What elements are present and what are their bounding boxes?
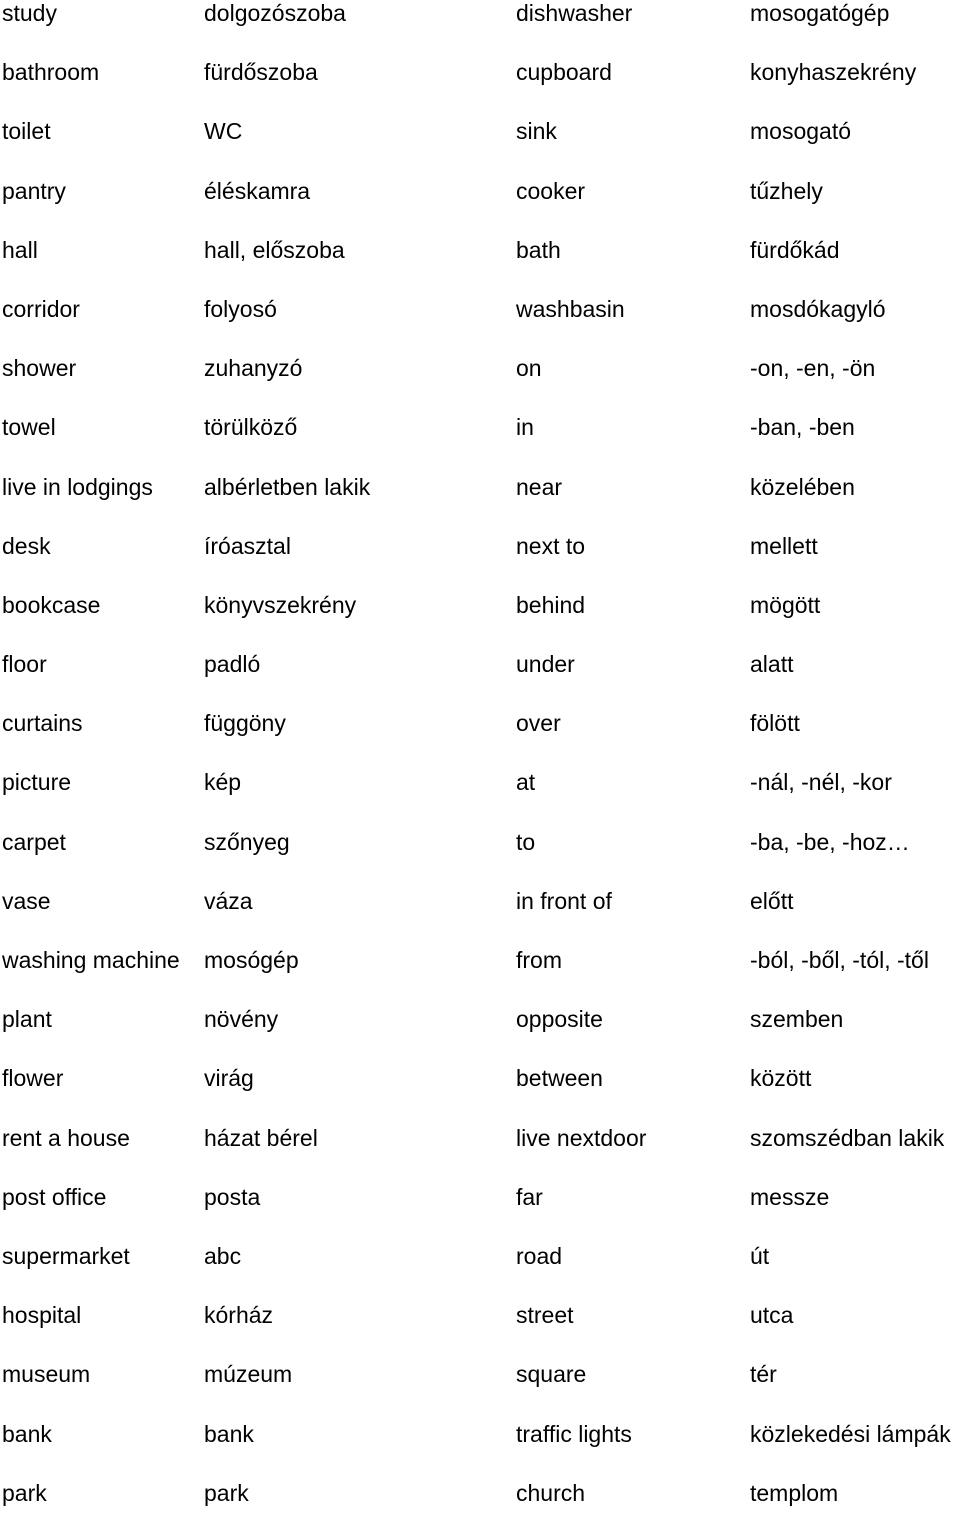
hungarian-word: mellett xyxy=(750,532,818,559)
hungarian-word: albérletben lakik xyxy=(204,473,371,500)
english-word: carpet xyxy=(2,828,66,855)
english-word: picture xyxy=(2,769,72,796)
hungarian-word: -ban, -ben xyxy=(750,414,855,441)
english-word: bath xyxy=(516,236,561,263)
table-row xyxy=(0,237,960,296)
english-word: floor xyxy=(2,651,47,678)
english-word: road xyxy=(516,1242,563,1269)
english-word: washbasin xyxy=(516,295,625,322)
hungarian-word: padló xyxy=(204,651,261,678)
english-word: corridor xyxy=(2,295,80,322)
hungarian-word: éléskamra xyxy=(204,177,311,204)
english-word: post office xyxy=(2,1183,107,1210)
hungarian-word: -ból, -ből, -tól, -től xyxy=(750,947,929,973)
table-row xyxy=(0,651,960,710)
table-row xyxy=(0,829,960,888)
hungarian-word: szőnyeg xyxy=(204,828,290,855)
hungarian-word: fürdőkád xyxy=(750,236,840,263)
english-word: live nextdoor xyxy=(516,1124,647,1151)
english-word: desk xyxy=(2,532,51,559)
hungarian-word: -on, -en, -ön xyxy=(750,355,876,382)
table-row xyxy=(0,947,960,1006)
hungarian-word: kép xyxy=(204,769,242,796)
table-row xyxy=(0,1480,960,1539)
table-row xyxy=(0,710,960,769)
hungarian-word: bank xyxy=(204,1420,254,1447)
hungarian-word: házat bérel xyxy=(204,1124,318,1151)
hungarian-word: abc xyxy=(204,1242,242,1269)
table-row xyxy=(0,592,960,651)
hungarian-word: növény xyxy=(204,1006,279,1033)
hungarian-word: tűzhely xyxy=(750,177,823,204)
english-word: towel xyxy=(2,414,56,441)
english-word: at xyxy=(516,769,536,796)
table-row xyxy=(0,296,960,355)
hungarian-word: mosógép xyxy=(204,947,299,973)
hungarian-word: függöny xyxy=(204,710,286,737)
hungarian-word: fürdőszoba xyxy=(204,59,318,86)
hungarian-word: váza xyxy=(204,887,253,914)
hungarian-word: fölött xyxy=(750,710,800,737)
table-row xyxy=(0,178,960,237)
english-word: toilet xyxy=(2,118,51,145)
table-row xyxy=(0,1302,960,1361)
table-row xyxy=(0,59,960,118)
english-word: to xyxy=(516,828,536,855)
hungarian-word: utca xyxy=(750,1302,794,1329)
hungarian-word: folyosó xyxy=(204,295,277,322)
hungarian-word: templom xyxy=(750,1479,839,1506)
english-word: shower xyxy=(2,355,77,382)
english-word: opposite xyxy=(516,1006,603,1033)
hungarian-word: konyhaszekrény xyxy=(750,59,917,86)
table-row xyxy=(0,769,960,828)
english-word: street xyxy=(516,1302,574,1329)
english-word: bookcase xyxy=(2,591,101,618)
table-row xyxy=(0,1421,960,1480)
table-row xyxy=(0,0,960,59)
english-word: near xyxy=(516,473,563,500)
english-word: in front of xyxy=(516,887,612,914)
english-word: under xyxy=(516,651,575,678)
table-row xyxy=(0,888,960,947)
hungarian-word: szemben xyxy=(750,1006,844,1033)
english-word: cooker xyxy=(516,177,586,204)
table-row xyxy=(0,1006,960,1065)
english-word: square xyxy=(516,1361,587,1388)
hungarian-word: virág xyxy=(204,1065,254,1092)
english-word: park xyxy=(2,1479,47,1506)
hungarian-word: park xyxy=(204,1479,249,1506)
table-row xyxy=(0,533,960,592)
hungarian-word: előtt xyxy=(750,887,794,914)
english-word: rent a house xyxy=(2,1124,130,1151)
table-row xyxy=(0,474,960,533)
hungarian-word: törülköző xyxy=(204,414,298,441)
english-word: behind xyxy=(516,591,586,618)
hungarian-word: mosogatógép xyxy=(750,0,890,26)
table-row xyxy=(0,414,960,473)
hungarian-word: dolgozószoba xyxy=(204,0,346,26)
english-word: in xyxy=(516,414,534,441)
english-word: museum xyxy=(2,1361,91,1388)
hungarian-word: messze xyxy=(750,1183,830,1210)
hungarian-word: közelében xyxy=(750,473,855,500)
hungarian-word: hall, előszoba xyxy=(204,236,345,263)
english-word: far xyxy=(516,1183,543,1210)
hungarian-word: mosdókagyló xyxy=(750,295,886,322)
english-word: pantry xyxy=(2,177,66,204)
english-word: live in lodgings xyxy=(2,473,153,500)
hungarian-word: zuhanyzó xyxy=(204,355,303,382)
table-row xyxy=(0,1361,960,1420)
hungarian-word: -nál, -nél, -kor xyxy=(750,769,892,796)
english-word: on xyxy=(516,355,542,382)
english-word: hall xyxy=(2,236,38,263)
hungarian-word: út xyxy=(750,1242,770,1269)
english-word: hospital xyxy=(2,1302,82,1329)
hungarian-word: -ba, -be, -hoz… xyxy=(750,828,910,855)
english-word: from xyxy=(516,947,562,973)
table-row xyxy=(0,1243,960,1302)
english-word: plant xyxy=(2,1006,52,1033)
table-row xyxy=(0,1125,960,1184)
hungarian-word: WC xyxy=(204,118,243,145)
hungarian-word: könyvszekrény xyxy=(204,591,357,618)
english-word: sink xyxy=(516,118,557,145)
english-word: washing machine xyxy=(2,947,180,973)
hungarian-word: közlekedési lámpák xyxy=(750,1420,951,1447)
table-row xyxy=(0,355,960,414)
english-word: flower xyxy=(2,1065,64,1092)
english-word: curtains xyxy=(2,710,83,737)
hungarian-word: között xyxy=(750,1065,812,1092)
english-word: next to xyxy=(516,532,586,559)
hungarian-word: alatt xyxy=(750,651,794,678)
english-word: study xyxy=(2,0,57,26)
english-word: traffic lights xyxy=(516,1420,632,1447)
hungarian-word: múzeum xyxy=(204,1361,293,1388)
hungarian-word: mögött xyxy=(750,591,821,618)
hungarian-word: posta xyxy=(204,1183,261,1210)
english-word: between xyxy=(516,1065,603,1092)
english-word: church xyxy=(516,1479,586,1506)
english-word: over xyxy=(516,710,561,737)
hungarian-word: kórház xyxy=(204,1302,274,1329)
english-word: cupboard xyxy=(516,59,612,86)
english-word: supermarket xyxy=(2,1242,130,1269)
hungarian-word: tér xyxy=(750,1361,777,1388)
hungarian-word: szomszédban lakik xyxy=(750,1124,945,1151)
english-word: dishwasher xyxy=(516,0,633,26)
english-word: bank xyxy=(2,1420,52,1447)
english-word: bathroom xyxy=(2,59,100,86)
hungarian-word: íróasztal xyxy=(204,532,291,559)
table-row xyxy=(0,118,960,177)
table-row xyxy=(0,1184,960,1243)
hungarian-word: mosogató xyxy=(750,118,852,145)
table-row xyxy=(0,1065,960,1124)
english-word: vase xyxy=(2,887,51,914)
